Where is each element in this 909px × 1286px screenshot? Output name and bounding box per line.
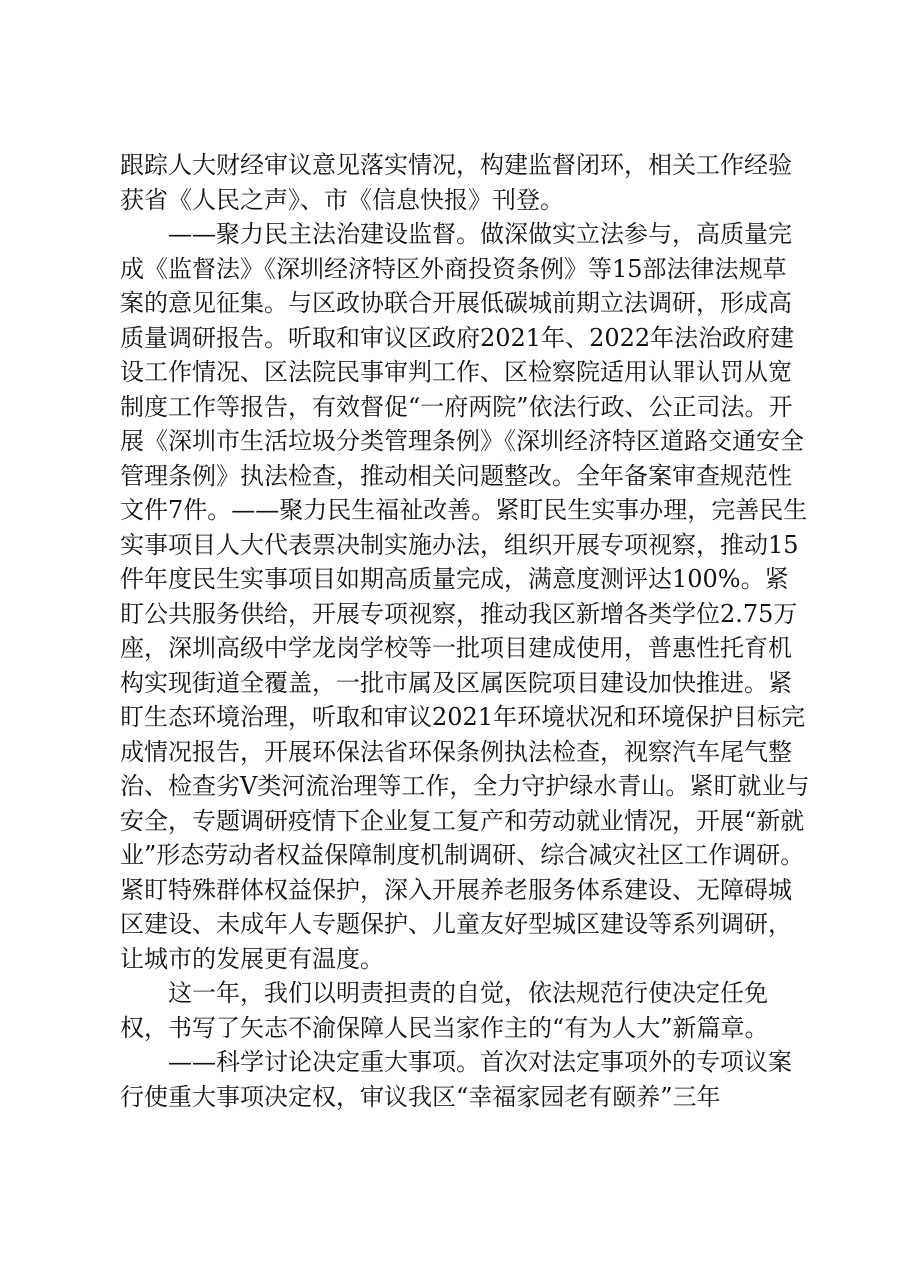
paragraph-decision-and-appointment: 这一年，我们以明责担责的自觉，依法规范行使决定任免权，书写了矢志不渝保障人民当家作主的“有为人大”新篇章。 [120, 979, 769, 1042]
paragraph-continuation: 跟踪人大财经审议意见落实情况，构建监督闭环，相关工作经验获省《人民之声》、市《信息快报》刊登。 [120, 151, 792, 214]
document-body [120, 148, 810, 1114]
paragraph-legal-and-livelihood-supervision: ——聚力民主法治建设监督。做深做实立法参与，高质量完成《监督法》《深圳经济特区外商投资条例》等15部法律法规草案的意见征集。与区政协联合开展低碳城前期立法调研，形成高质量调研报告。听取和审议区政府2021年、2022年法治政府建设工作情况、区法院民事审判工作、区检察院适用认罪认罚从宽制度工作等报告，有效督促“一府两院”依法行政、公正司法。开展《深圳市生活垃圾分类管理条例》《深圳经济特区道路交通安全管理条例》执法检查，推动相关问题整改。全年备案审查规范性文件7件。——聚力民生福祉改善。紧盯民生实事办理，完善民生实事项目人大代表票决制实施办法，组织开展专项视察，推动15件年度民生实事项目如期高质量完成，满意度测评达100%。紧盯公共服务供给，开展专项视察，推动我区新增各类学位2.75万座，深圳高级中学龙岗学校等一批项目建成使用，普惠性托育机构实现街道全覆盖，一批市属及区属医院项目建设加快推进。紧盯生态环境治理，听取和审议2021年环境状况和环境保护目标完成情况报告，开展环保法省环保条例执法检查，视察汽车尾气整治、检查劣Ⅴ类河流治理等工作，全力守护绿水青山。紧盯就业与安全，专题调研疫情下企业复工复产和劳动就业情况，开展“新就业”形态劳动者权益保障制度机制调研、综合减灾社区工作调研。紧盯特殊群体权益保护，深入开展养老服务体系建设、无障碍城区建设、未成年人专题保护、儿童友好型城区建设等系列调研，让城市的发展更有温度。 [120, 220, 810, 973]
paragraph-major-matters: ——科学讨论决定重大事项。首次对法定事项外的专项议案行使重大事项决定权，审议我区“幸福家园老有颐养”三年 [120, 1048, 792, 1111]
